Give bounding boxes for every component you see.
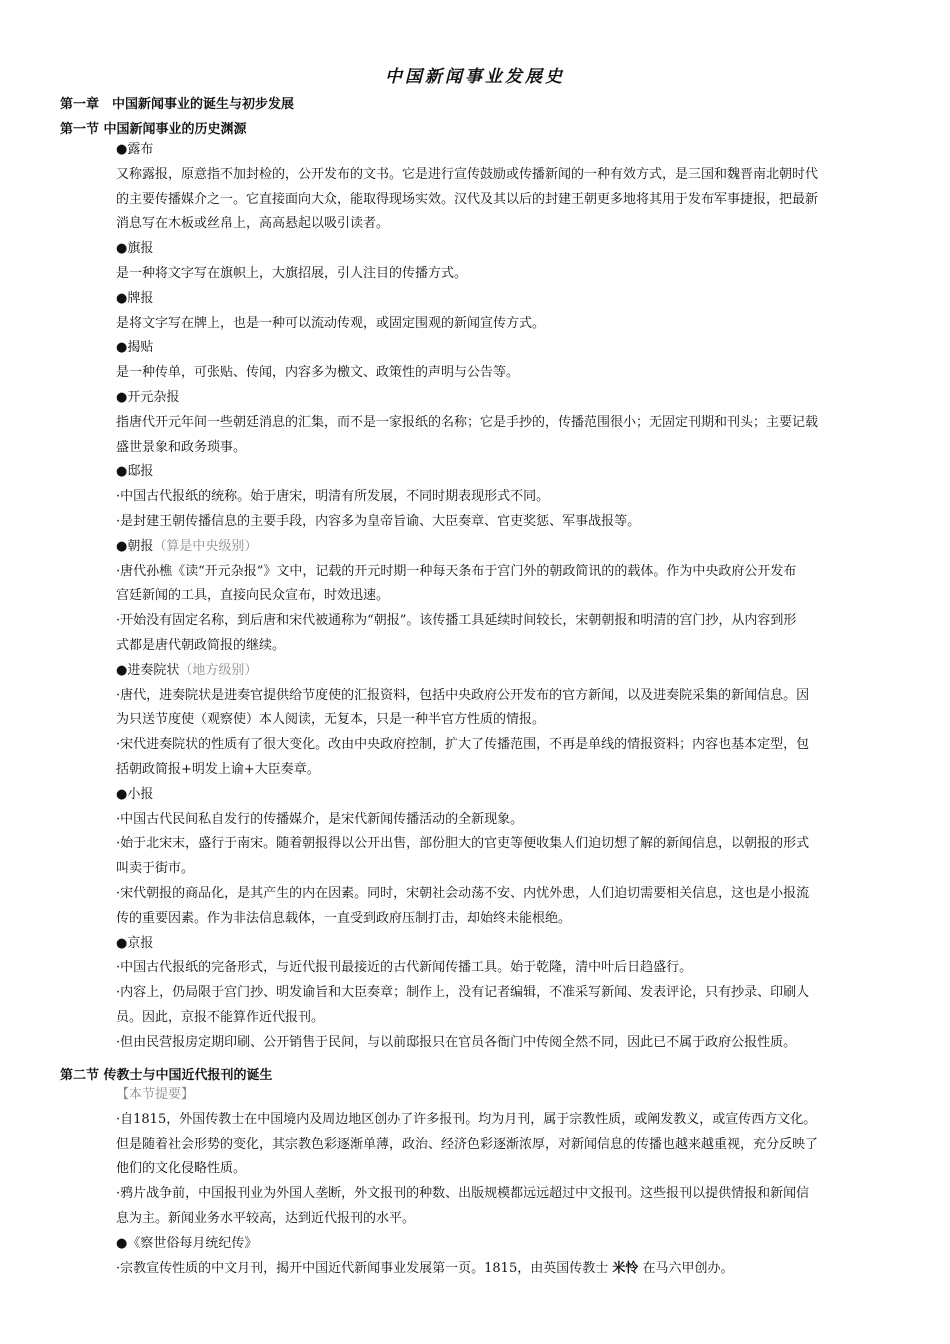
text-line xyxy=(116,1086,194,1104)
text-line xyxy=(116,1009,324,1027)
line-text: 指唐代开元年间一些朝廷消息的汇集，而不是一家报纸的名称；它是手抄的，传播范围很小；无固定刊期和刊头；主要记载 xyxy=(116,414,819,430)
text-line xyxy=(116,1136,818,1154)
line-text: 息为主。新闻业务水平较高，达到近代报刊的水平。 xyxy=(116,1211,416,1226)
text-line xyxy=(116,315,545,333)
text-line xyxy=(116,662,257,680)
emphasized-name: 米怜 xyxy=(612,1260,639,1276)
line-text: 是将文字写在牌上，也是一种可以流动传观，或固定围观的新闻宣传方式。 xyxy=(116,315,546,331)
text-line xyxy=(116,984,809,1002)
gray-note: 【本节提要】 xyxy=(116,1087,195,1102)
text-line xyxy=(116,612,796,630)
text-line xyxy=(116,166,818,184)
text-line xyxy=(116,1185,809,1203)
line-text: ·自1815，外国传教士在中国境内及周边地区创办了许多报刊。均为月刊，属于宗教性质，或阐发教义，或宣传西方文化。 xyxy=(116,1111,817,1127)
text-line xyxy=(116,786,153,804)
line-text: ·宋代朝报的商品化，是其产生的内在因素。同时，宋朝社会动荡不安、内忧外患，人们迫切需要相关信息，这也是小报流 xyxy=(116,886,810,901)
text-line xyxy=(116,587,389,605)
line-text: ●朝报 xyxy=(116,538,154,554)
text-line xyxy=(116,141,153,159)
line-text: 消息写在木板或丝帛上，高高悬起以吸引读者。 xyxy=(116,216,390,232)
line-text: ●京报 xyxy=(116,935,154,951)
line-text: 括朝政简报+明发上谕+大臣奏章。 xyxy=(116,762,320,777)
text-line xyxy=(116,811,523,829)
line-text: 的主要传播媒介之一。它直接面向大众，能取得现场实效。汉代及其以后的封建王朝更多地将其用于发布军事捷报，把最新 xyxy=(116,191,819,207)
line-text: 是一种传单，可张贴、传闻，内容多为檄文、政策性的声明与公告等。 xyxy=(116,365,520,381)
text-line xyxy=(116,488,549,506)
section-heading: 第二节 传教士与中国近代报刊的诞生 xyxy=(60,1068,273,1083)
text-line xyxy=(116,463,153,481)
line-text: ●邸报 xyxy=(116,464,154,480)
line-text: 但是随着社会形势的变化，其宗教色彩逐渐单薄，政治、经济色彩逐渐浓厚，对新闻信息的传播也越来越重视，充分反映了 xyxy=(116,1136,819,1152)
line-text: 宫廷新闻的工具，直接向民众宣布，时效迅速。 xyxy=(116,588,390,604)
text-line xyxy=(116,439,246,457)
text-line xyxy=(116,389,179,407)
text-line xyxy=(116,885,809,903)
text-line xyxy=(116,414,818,432)
line-text: ●进奏院状 xyxy=(116,662,180,678)
line-text: 叫卖于街市。 xyxy=(116,861,195,877)
line-text: ●露布 xyxy=(116,142,154,157)
text-line xyxy=(116,860,194,878)
text-line xyxy=(116,339,153,357)
line-text: 为只送节度使（观察使）本人阅读，无复本，只是一种半官方性质的情报。 xyxy=(116,712,546,728)
line-text: 传的重要因素。作为非法信息载体，一直受到政府压制打击，却始终未能根绝。 xyxy=(116,910,572,926)
text-line xyxy=(116,761,320,779)
line-text: ·宗教宣传性质的中文月刊，揭开中国近代新闻事业发展第一页。1815，由英国传教士 xyxy=(116,1260,613,1276)
text-line xyxy=(116,538,257,556)
line-text: ·中国古代报纸的统称。始于唐宋，明清有所发展，不同时期表现形式不同。 xyxy=(116,489,550,505)
line-text: ·是封建王朝传播信息的主要手段，内容多为皇帝旨谕、大臣奏章、官吏奖惩、军事战报等。 xyxy=(116,514,641,529)
line-text: ●开元杂报 xyxy=(116,390,180,405)
line-text: ·唐代，进奏院状是进奏官提供给节度使的汇报资料，包括中央政府公开发布的官方新闻，以及进奏院采集的新闻信息。因 xyxy=(116,687,810,703)
text-line xyxy=(116,215,389,233)
text-line xyxy=(116,364,519,382)
text-line xyxy=(116,835,809,853)
text-line xyxy=(116,959,692,977)
line-text: ·内容上，仍局限于宫门抄、明发谕旨和大臣奏章；制作上，没有记者编辑，不准采写新闻、发表评论，只有抄录、印刷人 xyxy=(116,985,810,1001)
text-line xyxy=(116,265,467,283)
line-text: ·唐代孙樵《读“开元杂报”》文中，记载的开元时期一种每天条布于宫门外的朝政简讯的的载体。作为中央政府公开发布 xyxy=(116,563,797,579)
text-line xyxy=(116,910,571,928)
gray-note: （地方级别） xyxy=(179,662,258,678)
text-line xyxy=(116,637,285,655)
text-line xyxy=(116,736,809,754)
line-text: ●《察世俗每月统纪传》 xyxy=(116,1235,258,1251)
text-line xyxy=(116,290,153,308)
line-text: 式都是唐代朝政简报的继续。 xyxy=(116,638,286,653)
line-text: 盛世景象和政务琐事。 xyxy=(116,439,247,455)
gray-note: （算是中央级别） xyxy=(153,538,258,554)
text-line xyxy=(116,563,796,581)
line-text-tail: 在马六甲创办。 xyxy=(638,1260,734,1276)
text-line xyxy=(116,711,545,729)
text-line xyxy=(116,1210,415,1228)
section-heading: 第一节 中国新闻事业的历史渊源 xyxy=(60,122,247,137)
line-text: ●小报 xyxy=(116,786,154,802)
line-text: ●旗报 xyxy=(116,241,154,257)
text-line xyxy=(116,935,153,953)
line-text: 又称露报，原意指不加封检的，公开发布的文书。它是进行宣传鼓励或传播新闻的一种有效方式，是三国和魏晋南北朝时代 xyxy=(116,166,819,182)
text-line xyxy=(116,1034,796,1052)
text-line xyxy=(116,1235,257,1253)
line-text: 是一种将文字写在旗帜上，大旗招展，引人注目的传播方式。 xyxy=(116,266,468,281)
line-text: ·始于北宋末，盛行于南宋。随着朝报得以公开出售，部份胆大的官吏等便收集人们迫切想了解的新闻信息，以朝报的形式 xyxy=(116,836,810,852)
document-title: 中国新闻事业发展史 xyxy=(385,67,565,87)
line-text: ·中国古代报纸的完备形式，与近代报刊最接近的古代新闻传播工具。始于乾隆，清中叶后日趋盛行。 xyxy=(116,960,693,976)
line-text: ·但由民营报房定期印刷、公开销售于民间，与以前邸报只在官员各衙门中传阅全然不同，因此已不属于政府公报性质。 xyxy=(116,1034,797,1050)
text-line xyxy=(116,1111,816,1129)
text-line xyxy=(116,240,153,258)
line-text: ·宋代进奏院状的性质有了很大变化。改由中央政府控制，扩大了传播范围，不再是单线的情报资料；内容也基本定型，包 xyxy=(116,737,810,753)
text-line xyxy=(116,1160,246,1178)
text-line xyxy=(116,687,809,705)
text-line xyxy=(116,191,818,209)
text-line xyxy=(116,513,640,531)
line-text: ·鸦片战争前，中国报刊业为外国人垄断，外文报刊的种数、出版规模都远远超过中文报刊。这些报刊以提供情报和新闻信 xyxy=(116,1186,810,1202)
line-text: ●揭贴 xyxy=(116,340,154,356)
line-text: ·中国古代民间私自发行的传播媒介，是宋代新闻传播活动的全新现象。 xyxy=(116,811,524,827)
chapter-heading: 第一章 中国新闻事业的诞生与初步发展 xyxy=(60,97,295,112)
line-text: ·开始没有固定名称，到后唐和宋代被通称为“朝报”。该传播工具延续时间较长，宋朝朝报和明清的宫门抄，从内容到形 xyxy=(116,613,797,629)
text-line xyxy=(116,1260,734,1278)
line-text: ●牌报 xyxy=(116,290,154,306)
line-text: 员。因此，京报不能算作近代报刊。 xyxy=(116,1010,325,1025)
line-text: 他们的文化侵略性质。 xyxy=(116,1161,247,1177)
